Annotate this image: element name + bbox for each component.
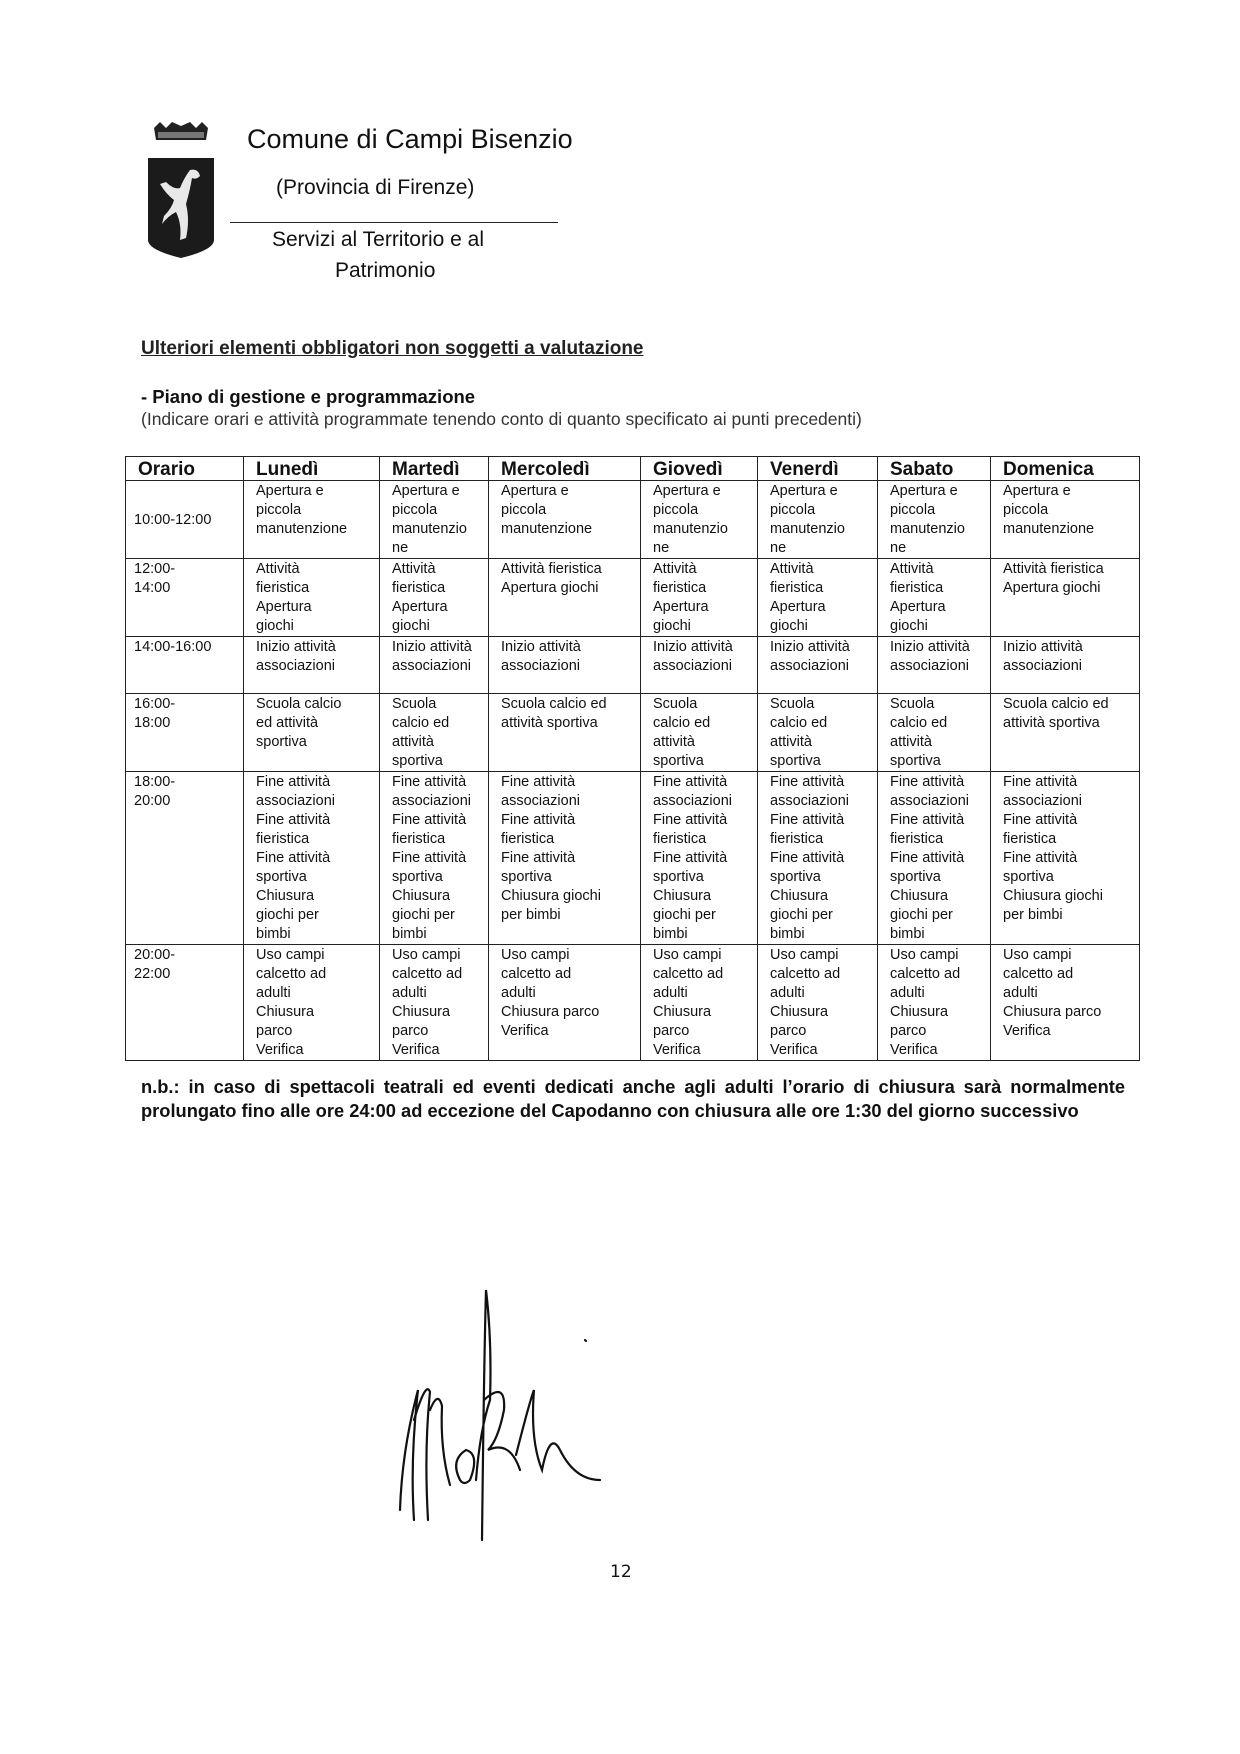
section-heading: Ulteriori elementi obbligatori non soggetti a valutazione bbox=[141, 338, 644, 359]
schedule-row bbox=[126, 637, 1140, 694]
activity-cell: Attività fieristica Apertura giochi bbox=[489, 559, 641, 637]
activity-cell: Apertura e piccola manutenzio ne bbox=[380, 481, 489, 559]
column-header-day: Lunedì bbox=[244, 457, 380, 481]
activity-cell: Inizio attività associazioni bbox=[641, 637, 758, 694]
activity-cell: Scuola calcio ed attività sportiva bbox=[380, 694, 489, 772]
activity-cell: Uso campi calcetto ad adulti Chiusura parco Verifica bbox=[641, 945, 758, 1061]
handwritten-signature bbox=[380, 1280, 630, 1560]
activity-cell: Apertura e piccola manutenzione bbox=[991, 481, 1140, 559]
activity-cell: Apertura e piccola manutenzio ne bbox=[878, 481, 991, 559]
time-slot-cell: 20:00- 22:00 bbox=[126, 945, 244, 1061]
activity-cell: Uso campi calcetto ad adulti Chiusura parco Verifica bbox=[991, 945, 1140, 1061]
activity-cell: Scuola calcio ed attività sportiva bbox=[641, 694, 758, 772]
schedule-row bbox=[126, 772, 1140, 945]
activity-cell: Attività fieristica Apertura giochi bbox=[878, 559, 991, 637]
activity-cell: Apertura e piccola manutenzione bbox=[489, 481, 641, 559]
department-line-2: Patrimonio bbox=[335, 259, 436, 282]
province-subtitle: (Provincia di Firenze) bbox=[276, 176, 475, 199]
activity-cell: Uso campi calcetto ad adulti Chiusura parco Verifica bbox=[489, 945, 641, 1061]
activity-cell: Apertura e piccola manutenzio ne bbox=[641, 481, 758, 559]
column-header-time: Orario bbox=[126, 457, 244, 481]
schedule-row bbox=[126, 559, 1140, 637]
time-slot-cell: 16:00- 18:00 bbox=[126, 694, 244, 772]
time-slot-cell: 18:00- 20:00 bbox=[126, 772, 244, 945]
department-line-1: Servizi al Territorio e al bbox=[272, 228, 485, 251]
activity-cell: Scuola calcio ed attività sportiva bbox=[991, 694, 1140, 772]
activity-cell: Inizio attività associazioni bbox=[991, 637, 1140, 694]
activity-cell: Inizio attività associazioni bbox=[244, 637, 380, 694]
activity-cell: Scuola calcio ed attività sportiva bbox=[244, 694, 380, 772]
schedule-header-row bbox=[126, 457, 1140, 481]
activity-cell: Fine attività associazioni Fine attività fieristica Fine attività sportiva Chiusura giochi per bimbi bbox=[991, 772, 1140, 945]
activity-cell: Scuola calcio ed attività sportiva bbox=[758, 694, 878, 772]
activity-cell: Fine attività associazioni Fine attività fieristica Fine attività sportiva Chiusura giochi per bimbi bbox=[758, 772, 878, 945]
activity-cell: Attività fieristica Apertura giochi bbox=[991, 559, 1140, 637]
activity-cell: Inizio attività associazioni bbox=[758, 637, 878, 694]
activity-cell: Scuola calcio ed attività sportiva bbox=[878, 694, 991, 772]
column-header-day: Venerdì bbox=[758, 457, 878, 481]
activity-cell: Fine attività associazioni Fine attività fieristica Fine attività sportiva Chiusura giochi per bimbi bbox=[489, 772, 641, 945]
column-header-day: Domenica bbox=[991, 457, 1140, 481]
activity-cell: Uso campi calcetto ad adulti Chiusura parco Verifica bbox=[758, 945, 878, 1061]
activity-cell: Fine attività associazioni Fine attività fieristica Fine attività sportiva Chiusura giochi per bimbi bbox=[641, 772, 758, 945]
activity-cell: Fine attività associazioni Fine attività fieristica Fine attività sportiva Chiusura giochi per bimbi bbox=[244, 772, 380, 945]
activity-cell: Uso campi calcetto ad adulti Chiusura parco Verifica bbox=[380, 945, 489, 1061]
activity-cell: Attività fieristica Apertura giochi bbox=[641, 559, 758, 637]
activity-cell: Inizio attività associazioni bbox=[489, 637, 641, 694]
schedule-table bbox=[125, 456, 1140, 1061]
page-number: 12 bbox=[610, 1562, 632, 1582]
schedule-row bbox=[126, 694, 1140, 772]
activity-cell: Apertura e piccola manutenzione bbox=[244, 481, 380, 559]
activity-cell: Uso campi calcetto ad adulti Chiusura parco Verifica bbox=[878, 945, 991, 1061]
column-header-day: Mercoledì bbox=[489, 457, 641, 481]
activity-cell: Attività fieristica Apertura giochi bbox=[380, 559, 489, 637]
schedule-row bbox=[126, 945, 1140, 1061]
activity-cell: Apertura e piccola manutenzio ne bbox=[758, 481, 878, 559]
column-header-day: Sabato bbox=[878, 457, 991, 481]
time-slot-cell: 12:00- 14:00 bbox=[126, 559, 244, 637]
activity-cell: Inizio attività associazioni bbox=[380, 637, 489, 694]
time-slot-cell: 10:00-12:00 bbox=[126, 481, 244, 559]
section-instruction: (Indicare orari e attività programmate tenendo conto di quanto specificato ai punti precedenti) bbox=[141, 409, 862, 429]
activity-cell: Uso campi calcetto ad adulti Chiusura parco Verifica bbox=[244, 945, 380, 1061]
time-slot-cell: 14:00-16:00 bbox=[126, 637, 244, 694]
footnote: n.b.: in caso di spettacoli teatrali ed eventi dedicati anche agli adulti l’orario di chiusura sarà normalmente prolungato fino alle ore 24:00 ad eccezione del Capodanno con chiusura alle ore 1:30 del giorno successivo bbox=[141, 1076, 1125, 1121]
column-header-day: Martedì bbox=[380, 457, 489, 481]
coat-of-arms-logo bbox=[146, 120, 216, 260]
municipality-title: Comune di Campi Bisenzio bbox=[247, 124, 573, 154]
schedule-row bbox=[126, 481, 1140, 559]
activity-cell: Scuola calcio ed attività sportiva bbox=[489, 694, 641, 772]
activity-cell: Attività fieristica Apertura giochi bbox=[244, 559, 380, 637]
activity-cell: Attività fieristica Apertura giochi bbox=[758, 559, 878, 637]
section-subheading: - Piano di gestione e programmazione bbox=[141, 386, 476, 407]
activity-cell: Fine attività associazioni Fine attività fieristica Fine attività sportiva Chiusura giochi per bimbi bbox=[380, 772, 489, 945]
activity-cell: Fine attività associazioni Fine attività fieristica Fine attività sportiva Chiusura giochi per bimbi bbox=[878, 772, 991, 945]
activity-cell: Inizio attività associazioni bbox=[878, 637, 991, 694]
header-divider bbox=[230, 222, 558, 223]
column-header-day: Giovedì bbox=[641, 457, 758, 481]
